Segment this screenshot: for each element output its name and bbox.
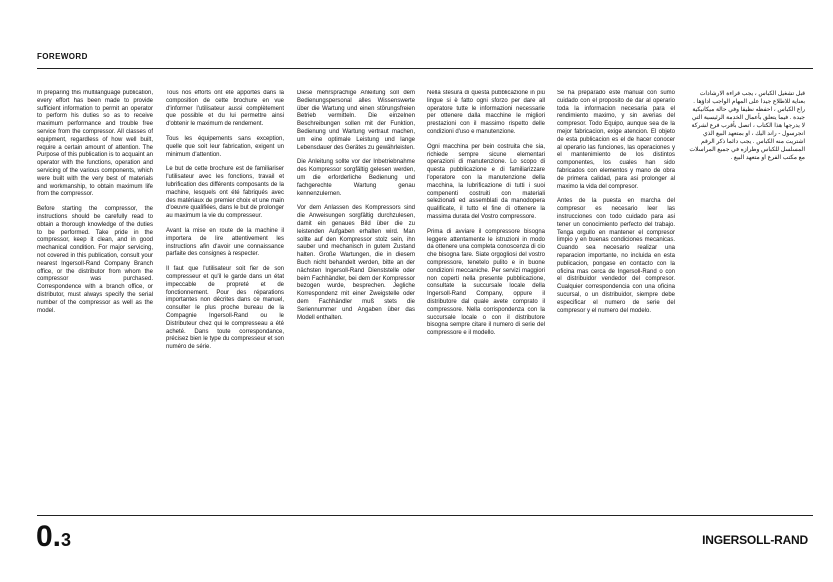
italian-paragraph-1: Nella stesura di questa pubblicazione in più lingue si è fatto ogni sforzo per dare all operatore tutte le informazioni necessarie per ottenere dalla macchine le migliori prestazioni con il massimo rispetto delle condizioni d'uso e manutenzione. [427,90,545,135]
section-heading: FOREWORD [37,52,88,61]
italian-paragraph-2: Ogni macchina per bein costruita che sia, richiede sempre sicune elementari operazioni di manutenzione. Lo scopo di questa pubblicazione e di familiarizzare l'operatore con la manutenzione della macchina, la lubrificazione di tutti i suoi compenenti costruiti con materiali selezionati ed assemblati da manodopera qualificate, il tutto el fine di ottenere la massima durata del Vostro compressore. [427,143,545,220]
bottom-divider [37,515,813,516]
french-paragraph-5: Il faut que l'utilisateur soit fier de son compresseur et qu'il le garde dans un état impeccable de propreté et de fonctionnement. Pour des réparations importantes non décrites dans ce manuel, consulter le plus proche bureau de la Compagnie Ingersoll-Rand ou le Distributeur chez qui le compresseau a été acheté. Dans toute correspondance, précisez bien le type du compresseur et son numéro de série. [166,266,284,351]
german-column [297,90,415,329]
page-number-major: 0. [36,520,62,553]
english-paragraph-2: Before starting the compressor, the instructions should be carefully read to obtain a thorough knowledge of the duties to be performed. Take pride in the compressor, keep it clean, and in good mechanical condition. For major servicing, not covered in this publication, consult your nearest Ingersoll-Rand Company Branch office, or the distributor from whom the compressor was purchased. Correspondence with a branch office, or distributor, must always specify the serial number of the compressor as well as the model. [37,206,153,314]
text-columns [37,90,807,490]
french-paragraph-4: Avant la mise en route de la machine il importera de lire attentivement les instructions afin d'avoir une connaissance parfaite des consignes à respecter. [166,227,284,258]
arabic-column [687,90,805,169]
arabic-paragraph-1: قبل تشغيل الكباس ، يجب قراءة الارشادات بعناية للاطلاع جيدا على المهام الواجب اداؤها . راع الكباس ، احفظه نظيفا وفي حالة ميكانيكية جيدة . فيما يتعلق بأعمال الخدمة الرئيسية التي لا يدرجها هذا الكتاب ، اتصل بأقرب فرع لشركة انجرسول - راند اليك ، او بمتعهد البيع الذي اشتريت منه الكباس . يجب دائما ذكر الرقم المسلسل للكباس وطرازه في جميع المراسلات مع مكتب الفرع او متعهد البيع . [689,91,805,161]
brand-logo-text: INGERSOLL-RAND [702,533,808,547]
page-number-minor: 3 [61,530,72,550]
german-paragraph-2: Die Anleitung sollte vor der Inbetriebnahme des Kompressor sorgfältig gelesen werden, um die erforderliche Bedienung und fachgerechte Wartung genau kennenzulernen. [297,159,415,197]
italian-paragraph-3: Prima di avviare il compressore bisogna leggere attentamente le istruzioni in modo da ottenere una completa conoscenza di cio che bisogna fare. Siate orgogliosi del vostro compressore, tenetelo pulito e in buone condizioni meccaniche. Per servizi maggiori non coperti nella presente pubblicazione, consultate la succursale locale della Ingersoll-Rand Company, oppure il distributore dal quale avete comprato il compressore. Nella corrispondenza con la succursale locale o con il distributore bisogna sempre citare il numero di serie del compressore e il modello. [427,228,545,337]
french-paragraph-3: Le but de cette brochure est de familiariser l'utilisateur avec les fonctions, travail et lubrification des différents composants de la machine, lesquels ont été fabriqués avec des matériaux de premier choix et une main d'oeuvre qualifiées, dans le but de prolonger au maximum la vie du compresseur. [166,166,284,220]
spanish-paragraph-1: Se ha preparado este manual con sumo cuidado con el proposito de dar al operario toda la informacion necesaria para el rendimiento maximo, y sin averias del compresor. Todo Equipo, aunque sea de la mejor fabricacion, exige atencion. El objeto de esta publicacion es el de hacer conocer al operario las funciones, las operaciones y el mantenimiento de los distintos componentes, los cuales han sido fabricados con elementos y mano de obra de primera calidad, para asi prolonger al maximo la vida del compresor. [557,90,675,190]
german-paragraph-3: Vor dem Anlassen des Kompressors sind die Anweisungen sorgfältig durchzulesen, damit ein genaues Bild über die zu leistenden Aufgaben erhalten wird. Man sollte auf den Kompressor stolz sein, ihn sauber und mechanisch in gutem Zustand halten. Große Wartungen, die in diesem Buch nicht behandelt werden, bitte an der nächsten Ingersoll-Rand Dienststelle oder beim Fachhändler, bei dem der Kompressor bezogen wurde, besprechen. Jegliche Korrespondenz mit einer Zweigstelle oder dem Fachhändler muß stets die Seriennummer und Angaben über das Modell enthalten. [297,205,415,321]
english-paragraph-1: In preparing this multilanguage publication, every effort has been made to provide sufficient information to permit an operator to perform his duties so as to receive maximum performance and trouble free service from the compressor. All classes of equipment, regardless of how well built, require a certain amount of attention. The Purpose of this publication is to acquaint an operator with the functions, operation and servicing of the various components, which were built with the very best of materials and workmanship, to obtain maximum life from the compressor. [37,90,153,198]
german-paragraph-1: Diese mehrsprachige Anleitung soll dem Bedienungspersonal alles Wissenswerte über die Wartung und einen störungsfreien Betrieb vermitteln. Die einzelnen Beschreibungen sollen mit der Funktion, Bedienung und Wartung vertraut machen, um eine optimale Leistung und lange Lebensdauer des Gerätes zu gewährleisten. [297,90,415,151]
spanish-column [557,90,675,322]
page-number [36,520,71,557]
italian-column [427,90,545,345]
french-paragraph-1: Tous nos efforts ont été apportés dans la composition de cette brochure en vue d'informer l'utilisateur aussi complètement que possible et du lui permettre ainsi d'obtenir le maximum de rendement. [166,90,284,128]
french-paragraph-2: Tous les équipements sans exception, quelle que soit leur fabrication, exigent un minimum d'attention. [166,135,284,158]
english-column [37,90,153,322]
top-divider [37,68,813,69]
spanish-paragraph-2: Antes de la puesta en marcha del compresor es necesario leer las instrucciones con todo cuidado para asi tener un conocimiento perfecto del trabajo. Tenga orgullo en mantener el compresor limpio y en buenas condiciones mecanicas. Cuando sea necesario realizar una reparacion importante, no incluida en esta publicacion, pongase en contacto con la oficina mas cerca de Ingersoll-Rand o con el distribuidor vendedor del compresor. Cualquier correspondencia con una oficina sucursal, o un distribuidor, siempre debe especificar el numero de serie del compresor y el numero del modelo. [557,198,675,314]
french-column [166,90,284,359]
